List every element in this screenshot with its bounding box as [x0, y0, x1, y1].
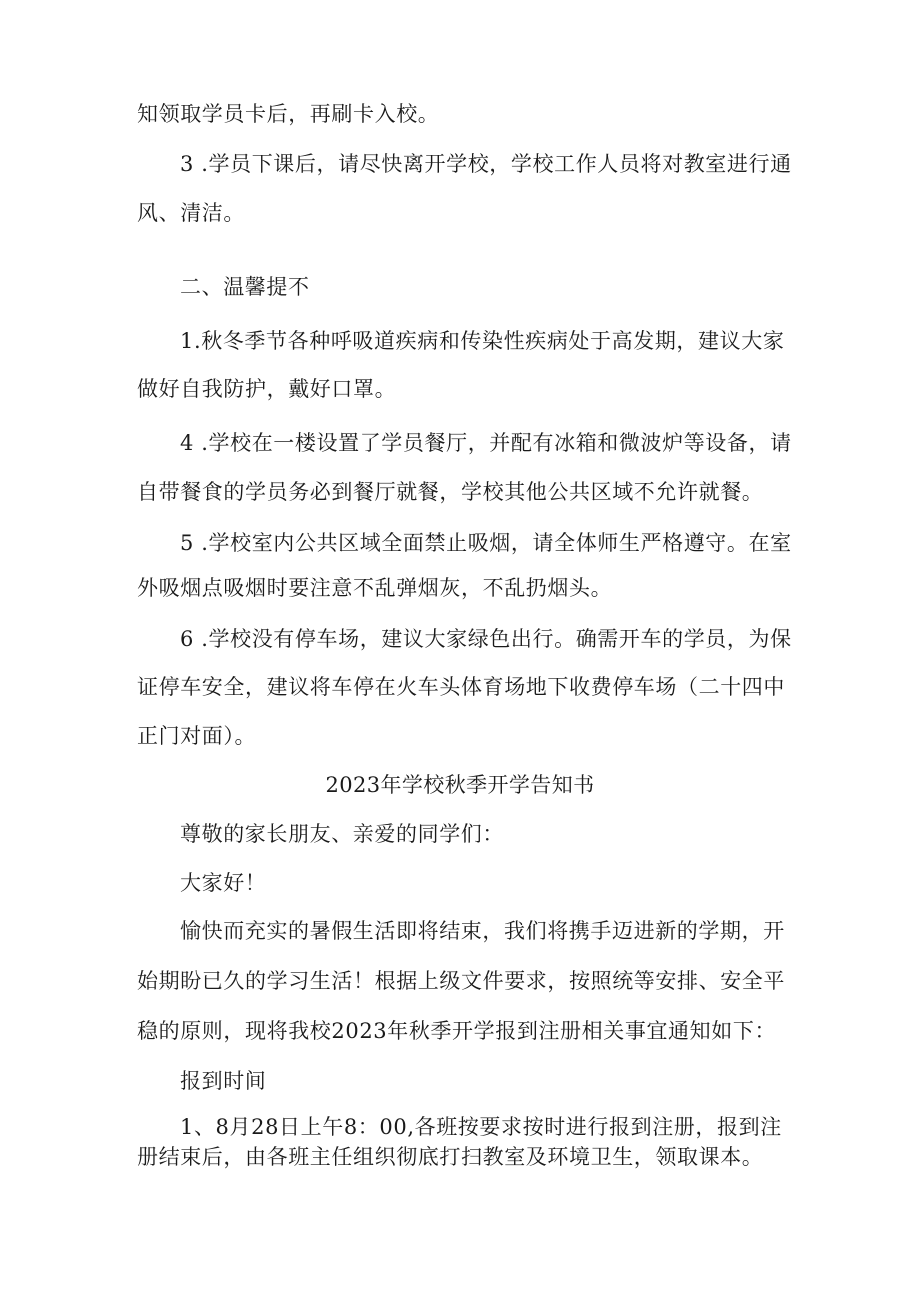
paragraph-line: 做好自我防护，戴好口罩。: [137, 377, 397, 401]
paragraph-line: 3 .学员下课后，请尽快离开学校，学校工作人员将对教室进行通: [180, 152, 792, 176]
paragraph-line: 风、清洁。: [137, 201, 245, 225]
paragraph-line: 始期盼已久的学习生活！根据上级文件要求，按照统等安排、安全平: [137, 969, 785, 993]
paragraph-line: 4 .学校在一楼设置了学员餐厅，并配有冰箱和微波炉等设备，请: [180, 431, 792, 455]
paragraph-line: 册结束后，由各班主任组织彻底打扫教室及环境卫生，领取课本。: [137, 1145, 764, 1169]
paragraph-line: 稳的原则，现将我校2023年秋季开学报到注册相关事宜通知如下：: [137, 1019, 777, 1043]
paragraph-line: 外吸烟点吸烟时要注意不乱弹烟灰，不乱扔烟头。: [137, 576, 613, 600]
paragraph-line: 6 .学校没有停车场，建议大家绿色出行。确需开车的学员，为保: [180, 627, 792, 651]
greeting: 大家好！: [180, 871, 267, 895]
document-title: 2023年学校秋季开学告知书: [325, 773, 595, 797]
section-heading: 二、温馨提不: [180, 275, 310, 299]
paragraph-line: 证停车安全，建议将车停在火车头体育场地下收费停车场（二十四中: [137, 675, 785, 699]
paragraph-line: 自带餐食的学员务必到餐厅就餐，学校其他公共区域不允许就餐。: [137, 480, 764, 504]
salutation: 尊敬的家长朋友、亲爱的同学们：: [180, 822, 504, 846]
paragraph-line: 知领取学员卡后，再刷卡入校。: [137, 102, 440, 126]
paragraph-line: 1、8月28日上午8：00,各班按要求按时进行报到注册，报到注: [180, 1115, 782, 1139]
paragraph-line: 愉快而充实的暑假生活即将结束，我们将携手迈进新的学期，开: [180, 919, 785, 943]
paragraph-line: 1.秋冬季节各种呼吸道疾病和传染性疾病处于高发期，建议大家: [180, 329, 785, 353]
section-heading: 报到时间: [180, 1069, 267, 1093]
paragraph-line: 5 .学校室内公共区域全面禁止吸烟，请全体师生严格遵守。在室: [180, 531, 792, 555]
paragraph-line: 正门对面）。: [137, 724, 257, 748]
